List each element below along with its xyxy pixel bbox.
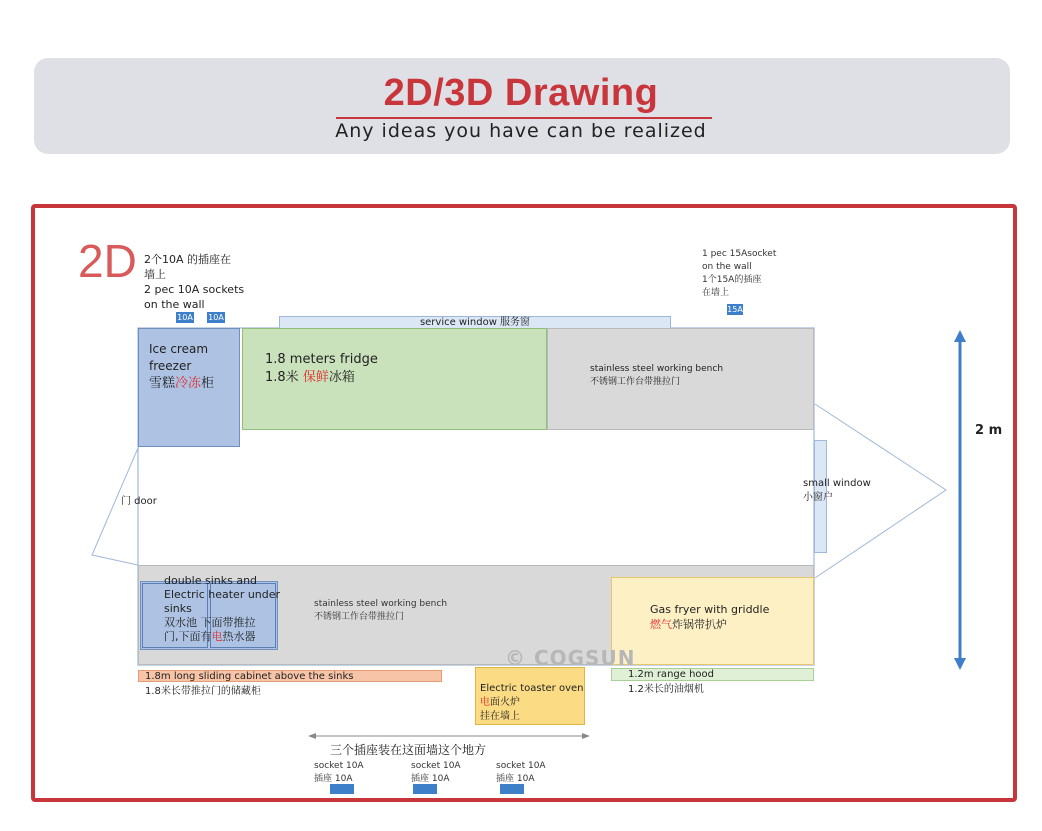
- gas-fryer: Gas fryer with griddle 燃气炸锅带扒炉: [611, 577, 814, 665]
- ice-cream-freezer: Ice cream freezer 雪糕冷冻柜: [138, 328, 240, 447]
- toaster-oven: Electric toaster oven 电面火炉 挂在墙上: [475, 667, 585, 725]
- drawing-tag: 2D: [78, 235, 137, 287]
- bottom-socket-3: [500, 784, 524, 794]
- dimension-arrow-top: [954, 330, 966, 342]
- bottom-socket-label-1: socket 10A 插座 10A: [314, 761, 364, 784]
- socket-range-arrow-left: [308, 733, 316, 739]
- socket-15a: 15A: [727, 305, 743, 314]
- small-window-label: small window 小窗户: [803, 478, 871, 503]
- dimension-arrow-bottom: [954, 658, 966, 670]
- range-hood-label: 1.2m range hood 1.2米长的油烟机: [628, 669, 715, 695]
- height-label: 2 m: [975, 423, 1003, 438]
- bench-bottom-label: stainless steel working bench 不锈钢工作台带推拉门: [314, 599, 448, 622]
- bottom-socket-note: 三个插座装在这面墙这个地方: [330, 743, 487, 757]
- bottom-socket-1: [330, 784, 354, 794]
- cabinet-label: 1.8m long sliding cabinet above the sinks 1.8米长带推拉门的储藏柜: [145, 671, 354, 697]
- page-subtitle: Any ideas you have can be realized: [335, 120, 707, 142]
- bench-top: stainless steel working bench 不锈钢工作台带推拉门: [547, 328, 814, 430]
- socket-range-arrow-right: [582, 733, 590, 739]
- socket-10a-2: 10A: [208, 313, 224, 322]
- bottom-socket-2: [413, 784, 437, 794]
- watermark: © COGSUN: [505, 646, 636, 670]
- wall-note-left: 2个10A 的插座在 墙上 2 pec 10A sockets on the wall: [144, 253, 245, 311]
- page-title: 2D/3D Drawing: [383, 72, 659, 114]
- sinks-label: double sinks and Electric heater under sinks 双水池 下面带推拉 门,下面有电热水器: [164, 574, 281, 643]
- service-window: service window 服务窗: [279, 316, 671, 329]
- socket-10a-1: 10A: [177, 313, 193, 322]
- door-label: 门 door: [121, 496, 157, 507]
- fridge: 1.8 meters fridge 1.8米 保鲜冰箱: [242, 328, 547, 430]
- bottom-socket-label-2: socket 10A 插座 10A: [411, 761, 461, 784]
- wall-note-right: 1 pec 15Asocket on the wall 1个15A的插座 在墙上: [702, 249, 777, 298]
- bottom-socket-label-3: socket 10A 插座 10A: [496, 761, 546, 784]
